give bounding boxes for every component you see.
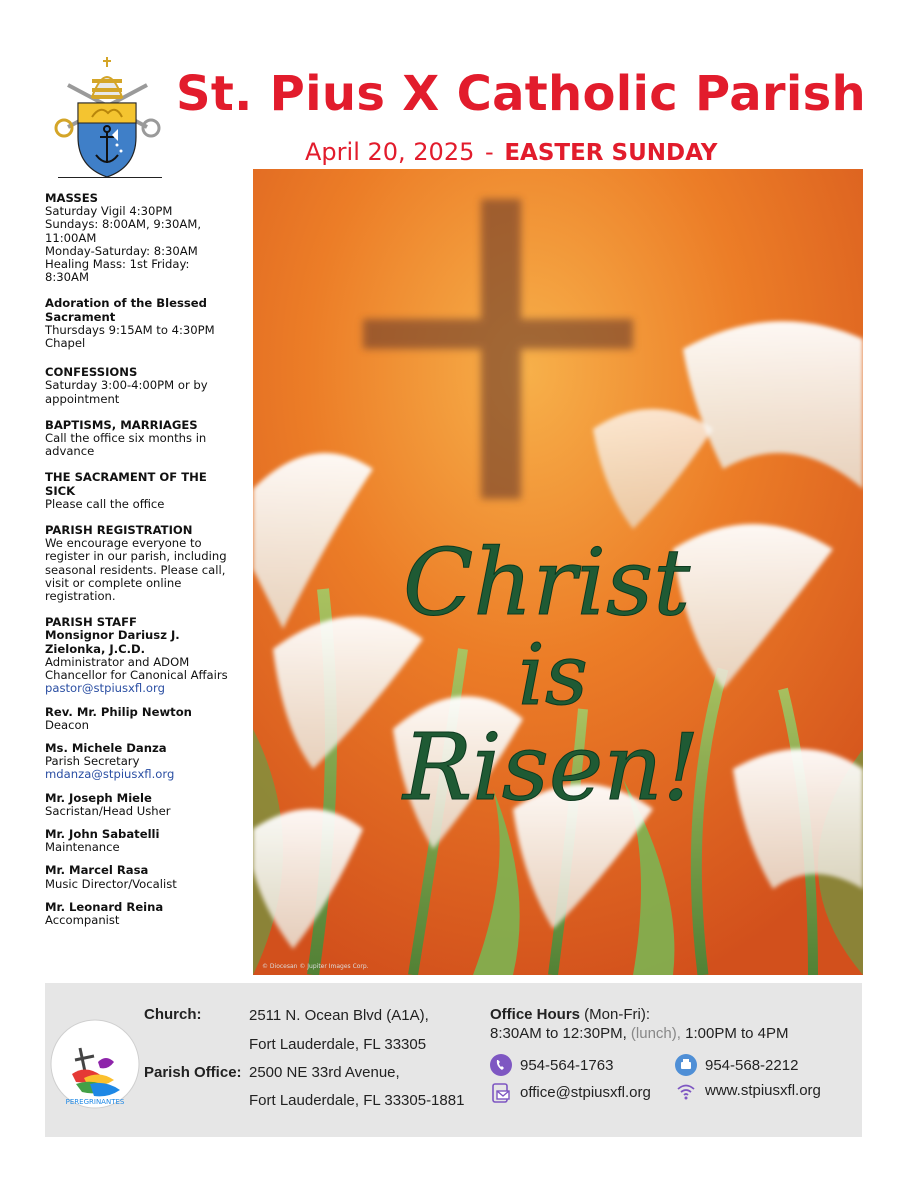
hero-word-risen: Risen! [403,714,700,821]
phone-icon [490,1054,512,1076]
registration-line: seasonal residents. Please call, [45,562,226,577]
sick-heading: THE SACRAMENT OF THE [45,470,207,485]
masses-line: Sundays: 8:00AM, 9:30AM, [45,217,202,232]
adoration-line: Chapel [45,336,86,351]
masses-section [45,192,250,284]
masses-line: Healing Mass: 1st Friday: [45,257,190,272]
registration-heading: PARISH REGISTRATION [45,523,193,538]
office-address-line: 2500 NE 33rd Avenue, [249,1064,400,1081]
staff-member [45,864,250,890]
office-address-line: Fort Lauderdale, FL 33305-1881 [249,1092,465,1109]
easter-lilies-illustration [253,169,863,975]
office-label: Parish Office: [144,1064,242,1081]
registration-line: We encourage everyone to [45,536,202,551]
staff-name: Mr. Joseph Miele [45,790,152,805]
easter-hero-image [253,169,863,975]
staff-name: Ms. Michele Danza [45,740,167,755]
date-separator: - [485,138,494,166]
baptisms-heading: BAPTISMS, MARRIAGES [45,417,198,432]
jubilee-logo-icon [50,1018,140,1110]
church-label: Church: [144,1006,202,1023]
image-credit: © Diocesan © Jupiter Images Corp. [262,963,369,970]
staff-name: Rev. Mr. Philip Newton [45,704,192,719]
baptisms-line: Call the office six months in [45,431,207,446]
staff-member [45,828,250,854]
website-link[interactable]: www.stpiusxfl.org [705,1082,821,1099]
parish-info-sidebar [45,192,250,937]
parish-crest-icon [50,55,165,180]
adoration-heading: Sacrament [45,309,116,324]
staff-name: Monsignor Dariusz J. [45,628,180,643]
adoration-section [45,297,250,350]
staff-role: Deacon [45,717,89,732]
masses-line: 11:00AM [45,230,97,245]
staff-role: Parish Secretary [45,754,140,769]
church-address-line: 2511 N. Ocean Blvd (A1A), [249,1007,429,1024]
bulletin-date [305,138,717,166]
sick-heading: SICK [45,483,76,498]
masses-heading: MASSES [45,191,98,205]
fax-number[interactable]: 954-568-2212 [705,1057,799,1074]
office-hours-heading [490,1006,650,1023]
date-text: April 20, 2025 [305,138,475,166]
confessions-line: appointment [45,391,120,406]
sick-line: Please call the office [45,496,165,511]
confessions-section [45,366,250,406]
phone-number[interactable]: 954-564-1763 [520,1057,614,1074]
staff-name: Mr. Marcel Rasa [45,863,149,878]
adoration-heading: Adoration of the Blessed [45,296,207,311]
staff-name: Zielonka, J.C.D. [45,641,146,656]
email-icon [490,1082,512,1104]
church-address-line: Fort Lauderdale, FL 33305 [249,1036,427,1053]
registration-line: visit or complete online [45,575,182,590]
masses-line: 8:30AM [45,270,89,285]
fax-icon [675,1054,697,1076]
registration-line: registration. [45,589,116,604]
staff-role: Sacristan/Head Usher [45,803,171,818]
occasion-text: EASTER SUNDAY [504,140,718,166]
staff-name: Mr. Leonard Reina [45,899,164,914]
pastor-email-link[interactable]: pastor@stpiusxfl.org [45,681,165,696]
office-hours-days: (Mon-Fri): [580,1006,651,1023]
staff-name: Mr. John Sabatelli [45,826,160,841]
staff-member [45,742,250,782]
staff-role: Music Director/Vocalist [45,876,177,891]
office-hours-times [490,1025,789,1042]
adoration-line: Thursdays 9:15AM to 4:30PM [45,322,215,337]
hours-lunch: (lunch), [630,1025,681,1042]
hours-morning: 8:30AM to 12:30PM, [490,1025,631,1042]
masses-line: Monday-Saturday: 8:30AM [45,243,198,258]
hero-word-is: is [518,626,588,724]
staff-section [45,616,250,695]
baptisms-line: advance [45,444,95,459]
office-hours-label: Office Hours [490,1006,581,1023]
confessions-line: Saturday 3:00-4:00PM or by [45,378,208,393]
registration-section [45,524,250,603]
hours-afternoon: 1:00PM to 4PM [680,1025,789,1042]
svg-text:PEREGRINANTES: PEREGRINANTES [65,1098,125,1106]
staff-role: Accompanist [45,912,120,927]
office-email[interactable]: office@stpiusxfl.org [520,1084,651,1101]
sick-section [45,471,250,511]
staff-heading: PARISH STAFF [45,615,137,630]
staff-role: Chancellor for Canonical Affairs [45,668,228,683]
crest-underline [58,177,162,178]
parish-title: St. Pius X Catholic Parish [176,66,866,122]
staff-member [45,706,250,732]
masses-line: Saturday Vigil 4:30PM [45,204,173,219]
hero-word-christ: Christ [403,529,691,636]
staff-role: Maintenance [45,840,120,855]
secretary-email-link[interactable]: mdanza@stpiusxfl.org [45,767,175,782]
staff-role: Administrator and ADOM [45,654,190,669]
wifi-icon [675,1080,697,1102]
baptisms-section [45,419,250,459]
confessions-heading: CONFESSIONS [45,365,138,380]
registration-line: register in our parish, including [45,549,227,564]
staff-member [45,901,250,927]
staff-member [45,792,250,818]
